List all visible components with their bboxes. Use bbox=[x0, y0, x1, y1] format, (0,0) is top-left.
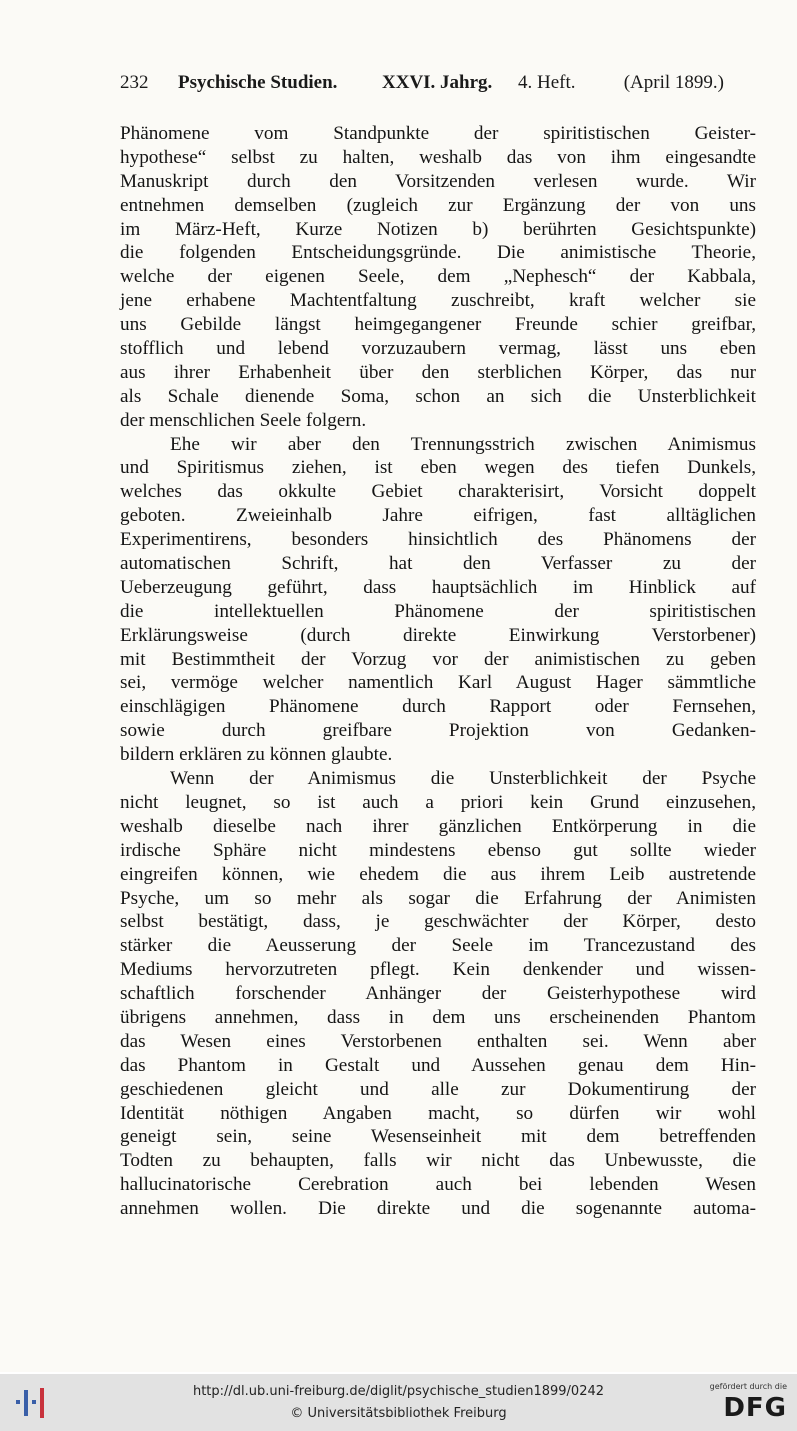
text-line: Ueberzeugung geführt, dass hauptsächlich im Hinblick auf bbox=[120, 576, 756, 598]
text-line: stofflich und lebend vorzuzaubern vermag, lässt uns eben bbox=[120, 338, 756, 360]
text-line: uns Gebilde längst heimgegangener Freunde schier greifbar, bbox=[120, 314, 756, 336]
text-line: als Schale dienende Soma, schon an sich die Unsterblichkeit bbox=[120, 385, 756, 407]
text-line: Erklärungsweise (durch direkte Einwirkung Verstorbener) bbox=[120, 624, 756, 646]
text-line: geboten. Zweieinhalb Jahre eifrigen, fast alltäglichen bbox=[120, 505, 756, 527]
text-line: mit Bestimmtheit der Vorzug vor der animistischen zu geben bbox=[120, 648, 756, 670]
text-line: weshalb dieselbe nach ihrer gänzlichen Entkörperung in die bbox=[120, 815, 756, 837]
text-line: hypothese“ selbst zu halten, weshalb das von ihm eingesandte bbox=[120, 146, 756, 168]
text-line: die folgenden Entscheidungsgründe. Die animistische Theorie, bbox=[120, 242, 756, 264]
text-line: und Spiritismus ziehen, ist eben wegen des tiefen Dunkels, bbox=[120, 457, 756, 479]
volume-year: XXVI. Jahrg. bbox=[382, 72, 493, 93]
text-line: schaftlich forschender Anhänger der Geisterhypothese wird bbox=[120, 983, 756, 1005]
text-line: einschlägigen Phänomene durch Rapport oder Fernsehen, bbox=[120, 696, 756, 718]
text-line: sei, vermöge welcher namentlich Karl August Hager sämmtliche bbox=[120, 672, 756, 694]
text-line: entnehmen demselben (zugleich zur Ergänzung der von uns bbox=[120, 194, 756, 216]
text-line: automatischen Schrift, hat den Verfasser zu der bbox=[120, 553, 756, 575]
text-line: Todten zu behaupten, falls wir nicht das Unbewusste, die bbox=[120, 1150, 756, 1172]
text-line: Wenn der Animismus die Unsterblichkeit der Psyche bbox=[170, 768, 756, 790]
text-line: bildern erklären zu können glaubte. bbox=[120, 744, 393, 766]
text-line: welche der eigenen Seele, dem „Nephesch“ der Kabbala, bbox=[120, 266, 756, 288]
text-line: übrigens annehmen, dass in dem uns erscheinenden Phantom bbox=[120, 1006, 756, 1028]
copyright-notice: © Universitätsbibliothek Freiburg bbox=[290, 1406, 507, 1421]
journal-title: Psychische Studien. bbox=[178, 72, 338, 93]
text-line: hallucinatorische Cerebration auch bei lebenden Wesen bbox=[120, 1174, 756, 1196]
text-line: selbst bestätigt, dass, je geschwächter der Körper, desto bbox=[120, 911, 756, 933]
body-text bbox=[120, 122, 756, 1221]
text-line: irdische Sphäre nicht mindestens ebenso gut sollte wieder bbox=[120, 839, 756, 861]
viewer-footer bbox=[0, 1374, 797, 1431]
text-line: geschiedenen gleicht und alle zur Dokumentirung der bbox=[120, 1078, 756, 1100]
text-line: sowie durch greifbare Projektion von Gedanken- bbox=[120, 720, 756, 742]
text-line: Mediums hervorzutreten pflegt. Kein denkender und wissen- bbox=[120, 959, 756, 981]
text-line: Psyche, um so mehr als sogar die Erfahrung der Animisten bbox=[120, 887, 756, 909]
text-line: annehmen wollen. Die direkte und die sogenannte automa- bbox=[120, 1198, 756, 1220]
text-line: die intellektuellen Phänomene der spiritistischen bbox=[120, 600, 756, 622]
source-url[interactable]: http://dl.ub.uni-freiburg.de/diglit/psychische_studien1899/0242 bbox=[192, 1384, 605, 1399]
text-line: jene erhabene Machtentfaltung zuschreibt, kraft welcher sie bbox=[120, 290, 756, 312]
issue-number: 4. Heft. bbox=[518, 72, 576, 93]
text-line: Phänomene vom Standpunkte der spiritistischen Geister- bbox=[120, 123, 756, 144]
text-line: eingreifen können, wie ehedem die aus ihrem Leib austretende bbox=[120, 863, 756, 885]
text-line: welches das okkulte Gebiet charakterisirt, Vorsicht doppelt bbox=[120, 481, 756, 503]
text-line: das Wesen eines Verstorbenen enthalten sei. Wenn aber bbox=[120, 1030, 756, 1052]
page-number: 232 bbox=[120, 72, 149, 93]
funding-caption: gefördert durch die bbox=[709, 1382, 787, 1391]
text-line: geneigt sein, seine Wesenseinheit mit dem betreffenden bbox=[120, 1126, 756, 1148]
text-line: der menschlichen Seele folgern. bbox=[120, 409, 367, 431]
text-line: Experimentirens, besonders hinsichtlich des Phänomens der bbox=[120, 529, 756, 551]
text-line: aus ihrer Erhabenheit über den sterblichen Körper, das nur bbox=[120, 361, 756, 383]
text-line: Manuskript durch den Vorsitzenden verlesen wurde. Wir bbox=[120, 170, 756, 192]
text-line: nicht leugnet, so ist auch a priori kein Grund einzusehen, bbox=[120, 791, 756, 813]
text-line: Identität nöthigen Angaben macht, so dürfen wir wohl bbox=[120, 1102, 756, 1124]
text-line: stärker die Aeusserung der Seele im Trancezustand des bbox=[120, 935, 756, 957]
dfg-logo: DFG bbox=[723, 1393, 787, 1423]
issue-date: (April 1899.) bbox=[623, 72, 724, 93]
text-line: Ehe wir aber den Trennungsstrich zwischen Animismus bbox=[170, 433, 756, 455]
text-line: das Phantom in Gestalt und Aussehen genau dem Hin- bbox=[120, 1054, 756, 1076]
text-line: im März-Heft, Kurze Notizen b) berührten Gesichtspunkte) bbox=[120, 218, 756, 240]
running-head bbox=[120, 72, 724, 102]
